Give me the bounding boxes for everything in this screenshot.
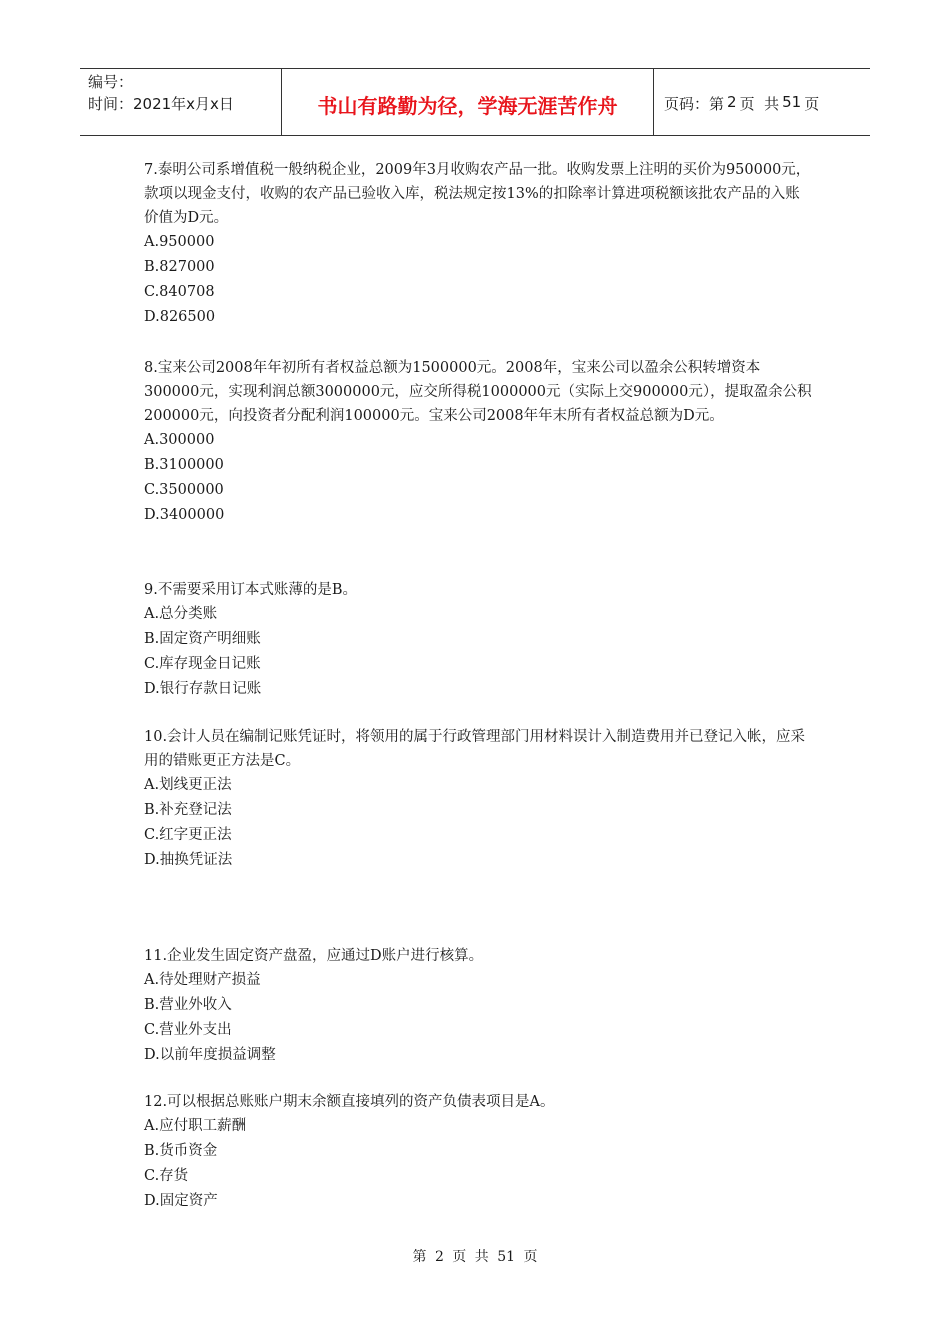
option-b: B.827000 bbox=[144, 259, 215, 275]
question-stem: 10.会计人员在编制记账凭证时，将领用的属于行政管理部门用材料误计入制造费用并已登记入帐，应采用的错账更正方法是C。 bbox=[144, 729, 806, 769]
option-c: C.营业外支出 bbox=[144, 1022, 232, 1038]
number-label: 编号： bbox=[88, 73, 134, 91]
option-c: C.红字更正法 bbox=[144, 827, 232, 843]
header-slogan: 书山有路勤为径，学海无涯苦作舟 bbox=[282, 69, 654, 135]
question-7 bbox=[144, 158, 814, 330]
option-a: A.待处理财产损益 bbox=[144, 972, 261, 988]
option-b: B.补充登记法 bbox=[144, 802, 232, 818]
option-b: B.营业外收入 bbox=[144, 997, 232, 1013]
question-8 bbox=[144, 356, 814, 528]
option-d: D.826500 bbox=[144, 309, 216, 325]
question-stem: 8.宝来公司2008年年初所有者权益总额为1500000元。2008年，宝来公司以盈余公积转增资本300000元，实现利润总额3000000元，应交所得税1000000元（实际上交900000元），提取盈余公积200000元，向投资者分配利润100000元。宝来公司2008年年末所有者权益总额为D元。 bbox=[144, 360, 812, 424]
page-current: 2 bbox=[727, 92, 737, 111]
option-b: B.货币资金 bbox=[144, 1143, 218, 1159]
header-meta bbox=[80, 69, 282, 135]
time-label: 时间：2021年x月x日 bbox=[88, 95, 234, 113]
option-a: A.总分类账 bbox=[144, 606, 218, 622]
question-stem: 9.不需要采用订本式账薄的是B。 bbox=[144, 582, 357, 598]
option-a: A.应付职工薪酬 bbox=[144, 1118, 247, 1134]
option-c: C.3500000 bbox=[144, 482, 224, 498]
option-d: D.以前年度损益调整 bbox=[144, 1047, 276, 1063]
page-end: 页 bbox=[804, 94, 820, 113]
option-a: A.划线更正法 bbox=[144, 777, 232, 793]
option-d: D.银行存款日记账 bbox=[144, 681, 262, 697]
option-b: B.固定资产明细账 bbox=[144, 631, 261, 647]
option-c: C.840708 bbox=[144, 284, 215, 300]
question-stem: 11.企业发生固定资产盘盈，应通过D账户进行核算。 bbox=[144, 948, 484, 964]
option-c: C.库存现金日记账 bbox=[144, 656, 261, 672]
option-d: D.抽换凭证法 bbox=[144, 852, 233, 868]
question-10 bbox=[144, 725, 814, 873]
page-mid: 页 共 bbox=[739, 94, 780, 113]
option-d: D.固定资产 bbox=[144, 1193, 218, 1209]
option-b: B.3100000 bbox=[144, 457, 224, 473]
question-12 bbox=[144, 1090, 555, 1214]
header-page-indicator bbox=[654, 69, 870, 135]
page-label: 页码：第 bbox=[664, 94, 725, 113]
question-stem: 12.可以根据总账账户期末余额直接填列的资产负债表项目是A。 bbox=[144, 1094, 555, 1110]
option-a: A.950000 bbox=[144, 234, 215, 250]
page-total: 51 bbox=[782, 92, 802, 111]
page-footer: 第 2 页 共 51 页 bbox=[412, 1249, 538, 1265]
question-9 bbox=[144, 578, 357, 702]
question-stem: 7.泰明公司系增值税一般纳税企业，2009年3月收购农产品一批。收购发票上注明的买价为950000元，款项以现金支付，收购的农产品已验收入库，税法规定按13%的扣除率计算进项税额该批农产品的入账价值为D元。 bbox=[144, 162, 811, 226]
option-c: C.存货 bbox=[144, 1168, 189, 1184]
question-11 bbox=[144, 944, 483, 1068]
page-header bbox=[80, 68, 870, 136]
option-a: A.300000 bbox=[144, 432, 215, 448]
option-d: D.3400000 bbox=[144, 507, 225, 523]
